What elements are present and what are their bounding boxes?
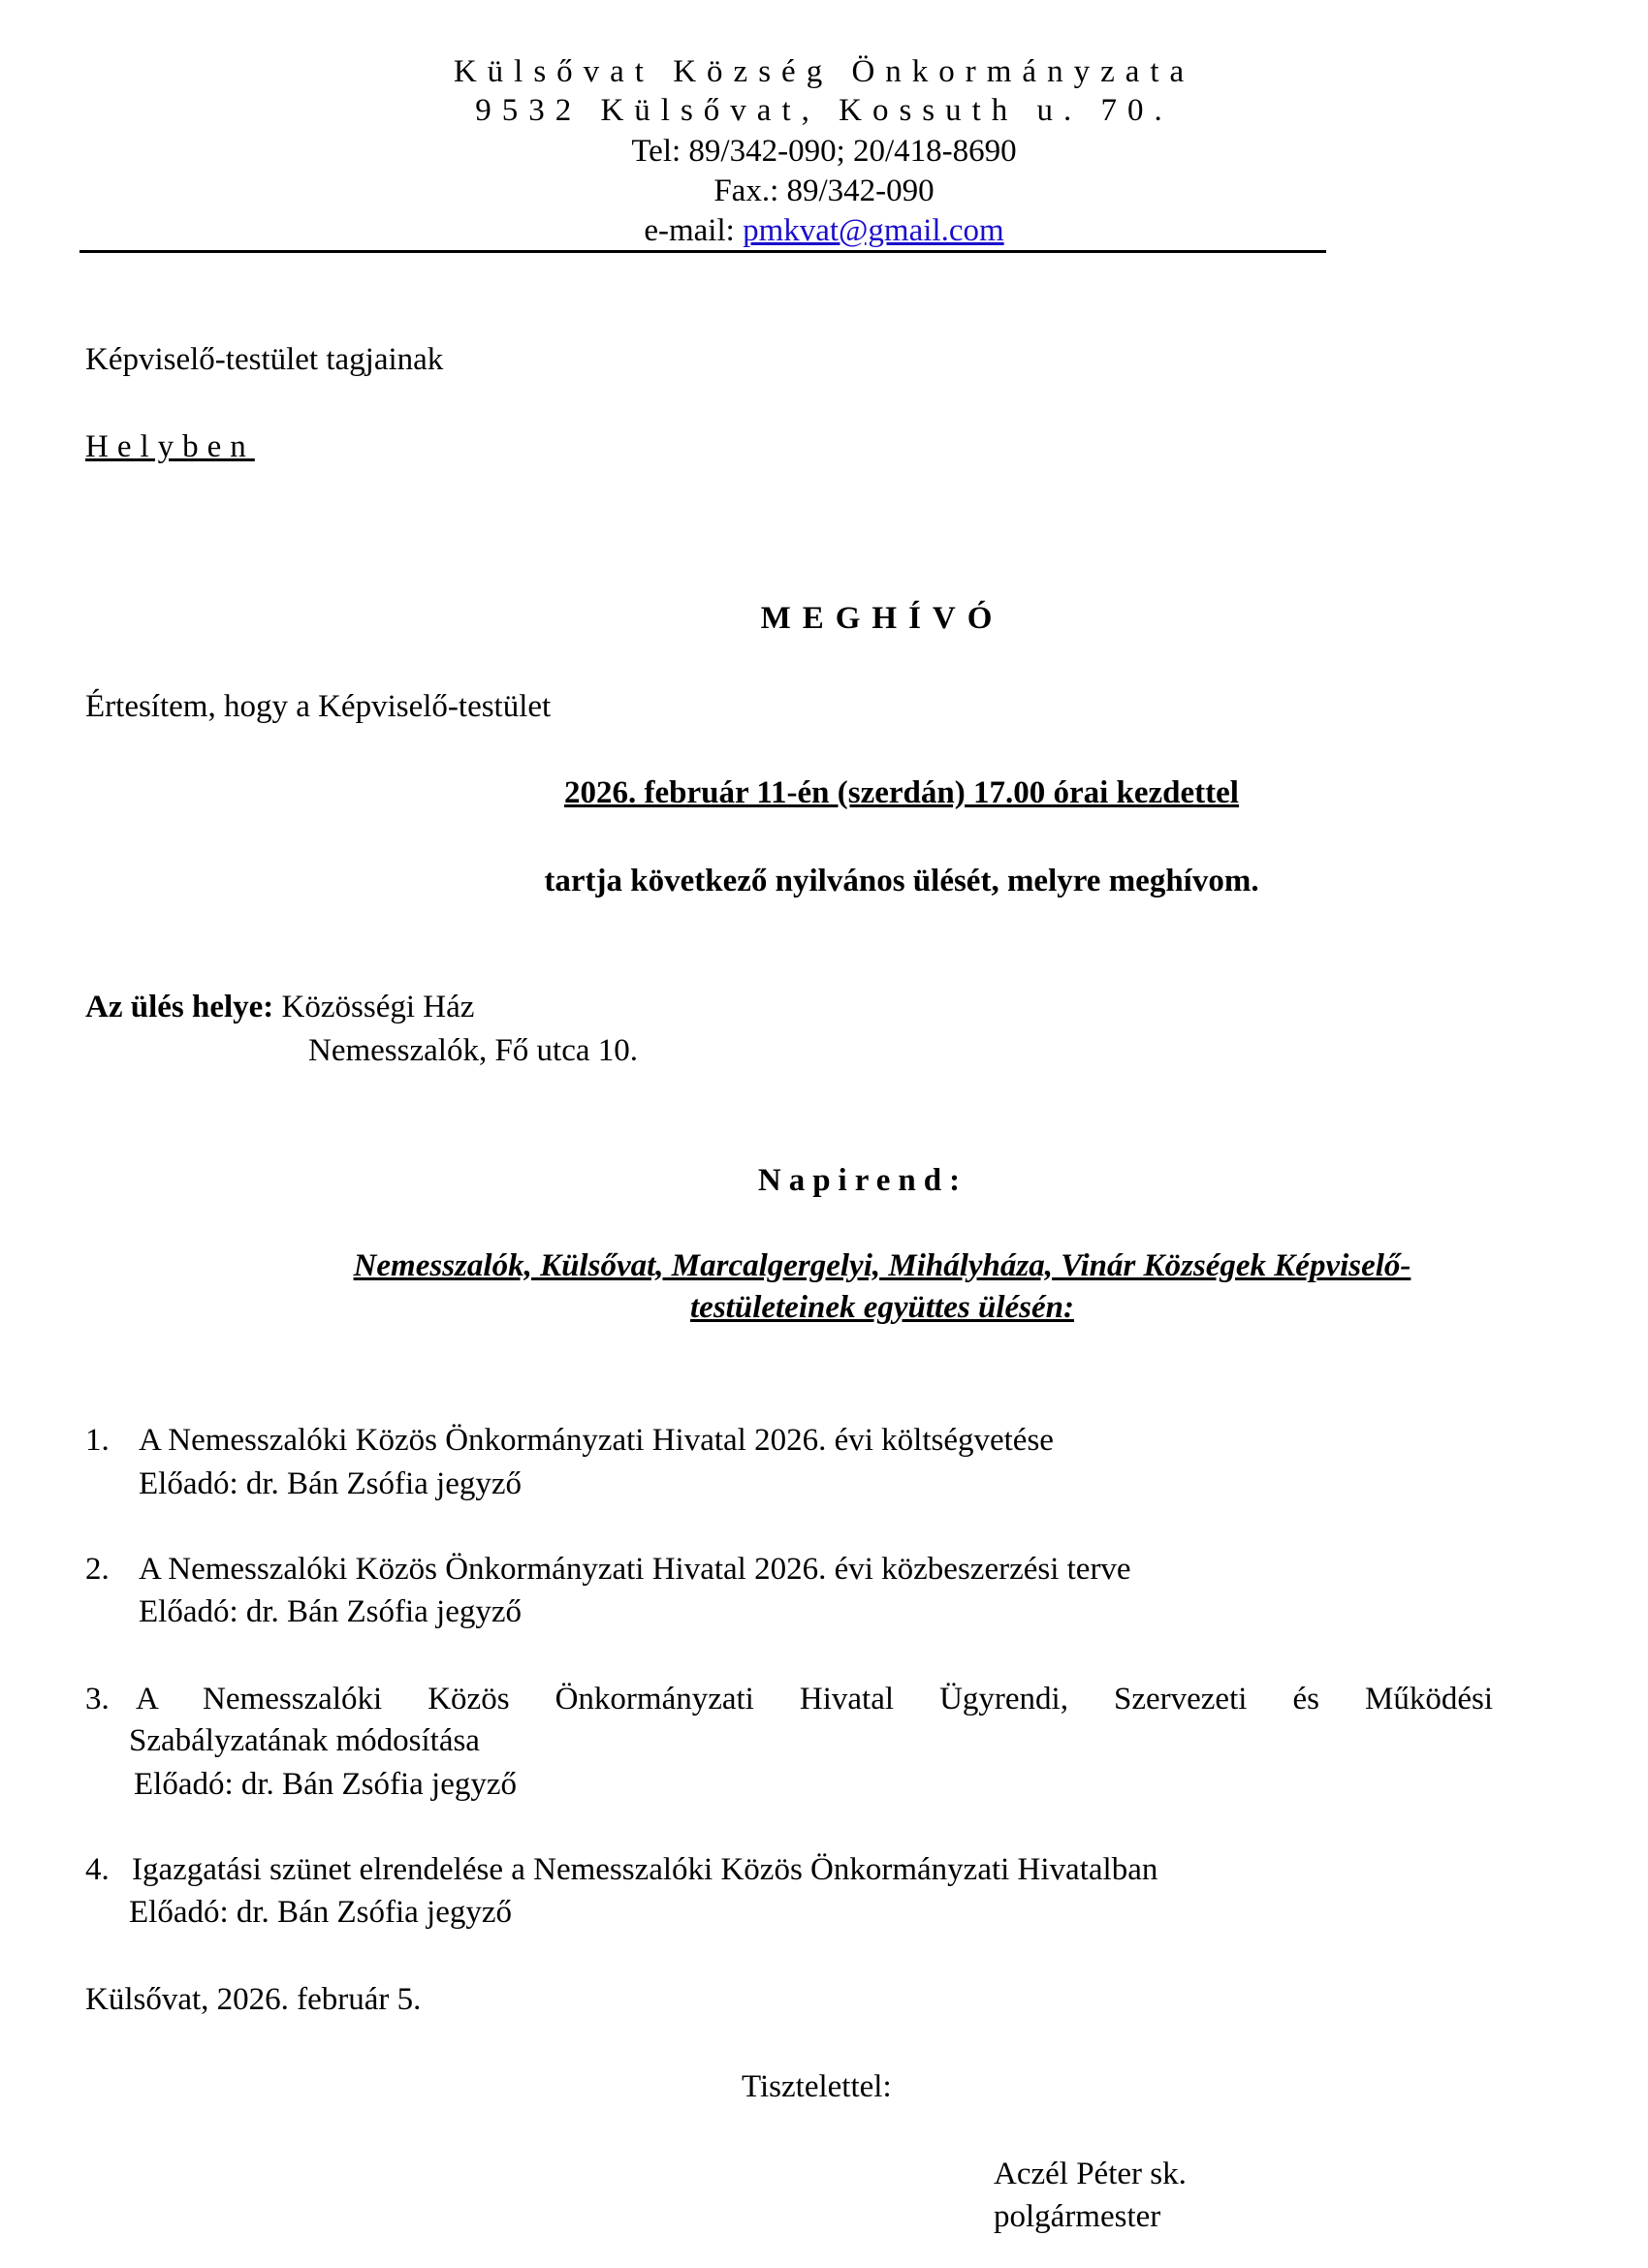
agenda-item-presenter: Előadó: dr. Bán Zsófia jegyző (134, 1767, 517, 1802)
email-label: e-mail: (644, 213, 744, 248)
agenda-item-number: 4. (85, 1852, 110, 1887)
agenda-item-number: 3. (85, 1682, 110, 1717)
agenda-item-text: A Nemesszalóki Közös Önkormányzati Hivatal Ügyrendi, Szervezeti és Működési (136, 1682, 1493, 1717)
joint-session-line2: testületeinek együttes ülésén: (690, 1290, 1074, 1325)
agenda-item-text: A Nemesszalóki Közös Önkormányzati Hivatal 2026. évi költségvetése (139, 1423, 1054, 1458)
agenda-item-presenter: Előadó: dr. Bán Zsófia jegyző (139, 1466, 522, 1501)
addressee-line: Képviselő-testület tagjainak (85, 342, 444, 377)
signatory-name: Aczél Péter sk. (994, 2157, 1187, 2191)
org-address: 9532 Külsővat, Kossuth u. 70. (475, 93, 1173, 128)
org-name: Külsővat Község Önkormányzata (453, 54, 1195, 89)
agenda-item-text-continued: Szabályzatának módosítása (129, 1723, 480, 1758)
closing-text: Tisztelettel: (742, 2069, 892, 2104)
agenda-title: Napirend: (757, 1163, 968, 1198)
addressee-place: Helyben (85, 429, 255, 464)
joint-session-line1: Nemesszalók, Külsővat, Marcalgergelyi, Mihályháza, Vinár Községek Képviselő- (353, 1248, 1411, 1283)
agenda-item-text: Igazgatási szünet elrendelése a Nemesszalóki Közös Önkormányzati Hivatalban (132, 1852, 1158, 1887)
place-date: Külsővat, 2026. február 5. (85, 1982, 422, 2017)
venue-address: Nemesszalók, Fő utca 10. (308, 1033, 639, 1068)
agenda-item-presenter: Előadó: dr. Bán Zsófia jegyző (139, 1594, 522, 1629)
venue-name: Közösségi Ház (273, 990, 475, 1024)
intro-text: Értesítem, hogy a Képviselő-testület (85, 689, 552, 724)
agenda-item-number: 2. (85, 1552, 110, 1587)
letterhead-divider (79, 250, 1326, 253)
venue-label: Az ülés helye: (85, 990, 274, 1024)
meeting-datetime: 2026. február 11-én (szerdán) 17.00 órai kezdettel (564, 775, 1239, 810)
agenda-item-number: 1. (85, 1423, 110, 1458)
meeting-type: tartja következő nyilvános ülését, melyre meghívom. (544, 864, 1259, 898)
signatory-title: polgármester (994, 2199, 1161, 2234)
venue-line (85, 992, 474, 1024)
agenda-item-text: A Nemesszalóki Közös Önkormányzati Hivatal 2026. évi közbeszerzési terve (139, 1552, 1131, 1587)
email-link[interactable]: pmkvat@gmail.com (743, 213, 1004, 248)
org-email-line (0, 215, 1648, 247)
org-tel: Tel: 89/342-090; 20/418-8690 (631, 134, 1017, 169)
agenda-item-presenter: Előadó: dr. Bán Zsófia jegyző (129, 1895, 512, 1930)
document-title: MEGHÍVÓ (760, 601, 1004, 636)
org-fax: Fax.: 89/342-090 (713, 173, 935, 208)
